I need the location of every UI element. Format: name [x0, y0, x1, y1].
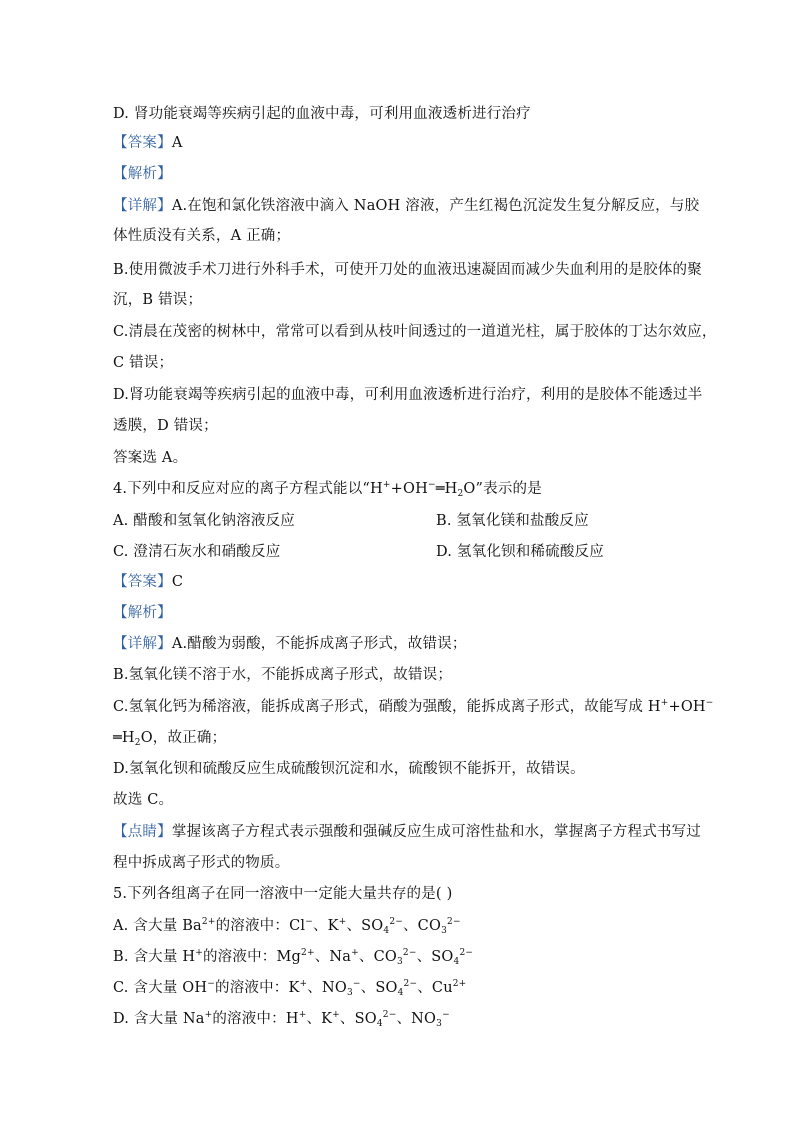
- tip-line-1: 【点睛】掌握该离子方程式表示强酸和强碱反应生成可溶性盐和水，掌握离子方程式书写过: [113, 824, 702, 840]
- question-5-option-b: B. 含大量 H+的溶液中：$Mg^{2+}$、Na+、$CO_3^{2-}$、$SO_4^{2-}$: [113, 948, 474, 967]
- option-d-line: D. 肾功能衰竭等疾病引起的血液中毒，可利用血液透析进行治疗: [113, 106, 531, 122]
- conclusion-line-q4: 故选 C。: [113, 792, 174, 808]
- tip-line-2: 程中拆成离子形式的物质。: [113, 855, 290, 871]
- detail-line-1: 【详解】A.在饱和氯化铁溶液中滴入 NaOH 溶液，产生红褐色沉淀发生复分解反应，与胶: [113, 198, 700, 214]
- question-4-options-row1: [113, 511, 693, 531]
- detail-line-7: D.肾功能衰竭等疾病引起的血液中毒，可利用血液透析进行治疗，利用的是胶体不能透过半: [113, 387, 703, 403]
- detail-line-4: 沉，B 错误；: [113, 292, 203, 308]
- detail-line-6: C 错误；: [113, 355, 174, 371]
- option-d: D. 氢氧化钡和稀硫酸反应: [436, 544, 604, 560]
- option-b: B. 氢氧化镁和盐酸反应: [436, 513, 589, 529]
- option-c: C. 澄清石灰水和硝酸反应: [113, 544, 281, 560]
- detail-line-2: 体性质没有关系，A 正确；: [113, 228, 291, 244]
- question-5-stem: 5.下列各组离子在同一溶液中一定能大量共存的是( ): [113, 886, 453, 902]
- detail-line-5: C.清晨在茂密的树林中，常常可以看到从枝叶间透过的一道道光柱，属于胶体的丁达尔效应，: [113, 324, 717, 340]
- tip-tag: 【点睛】: [113, 824, 172, 840]
- detail-line-8: 透膜，D 错误；: [113, 418, 218, 434]
- detail-q4-line-5: D.氢氧化钡和硫酸反应生成硫酸钡沉淀和水，硫酸钡不能拆开，故错误。: [113, 761, 585, 777]
- question-4-stem: 4.下列中和反应对应的离子方程式能以“$H^++OH^-═H_2O$”表示的是: [113, 480, 542, 499]
- detail-tag: 【详解】: [113, 198, 172, 214]
- answer-line-q4: 【答案】C: [113, 574, 184, 590]
- answer-tag: 【答案】: [113, 135, 172, 151]
- analysis-tag-q3: 【解析】: [113, 166, 172, 182]
- detail-line-3: B.使用微波手术刀进行外科手术，可使开刀处的血液迅速凝固而减少失血利用的是胶体的聚: [113, 262, 702, 278]
- question-5-option-c: C. 含大量 OH−的溶液中：K+、$NO_3^-$、$SO_4^{2-}$、$Cu^{2+}$: [113, 979, 467, 998]
- detail-q4-line-1: 【详解】A.醋酸为弱酸，不能拆成离子形式，故错误；: [113, 636, 467, 652]
- question-5-option-a: A. 含大量 $Ba^{2+}$的溶液中：Cl−、K+、$SO_4^{2-}$、$CO_3^{2-}$: [113, 917, 461, 936]
- option-a: A. 醋酸和氢氧化钠溶液反应: [113, 513, 295, 529]
- detail-q4-line-3: C.氢氧化钙为稀溶液，能拆成离子形式，硝酸为强酸，能拆成离子形式，故能写成 H++OH−: [113, 698, 714, 715]
- detail-q4-line-2: B.氢氧化镁不溶于水，不能拆成离子形式，故错误；: [113, 667, 453, 683]
- detail-q4-line-4: $═H_2O$，故正确；: [113, 730, 227, 748]
- answer-line-q3: 【答案】A: [113, 135, 183, 151]
- conclusion-line-q3: 答案选 A。: [113, 450, 188, 466]
- question-5-option-d: D. 含大量 Na+的溶液中：H+、K+、$SO_4^{2-}$、$NO_3^-$: [113, 1010, 450, 1029]
- analysis-tag-q4: 【解析】: [113, 605, 172, 621]
- question-4-options-row2: [113, 542, 693, 562]
